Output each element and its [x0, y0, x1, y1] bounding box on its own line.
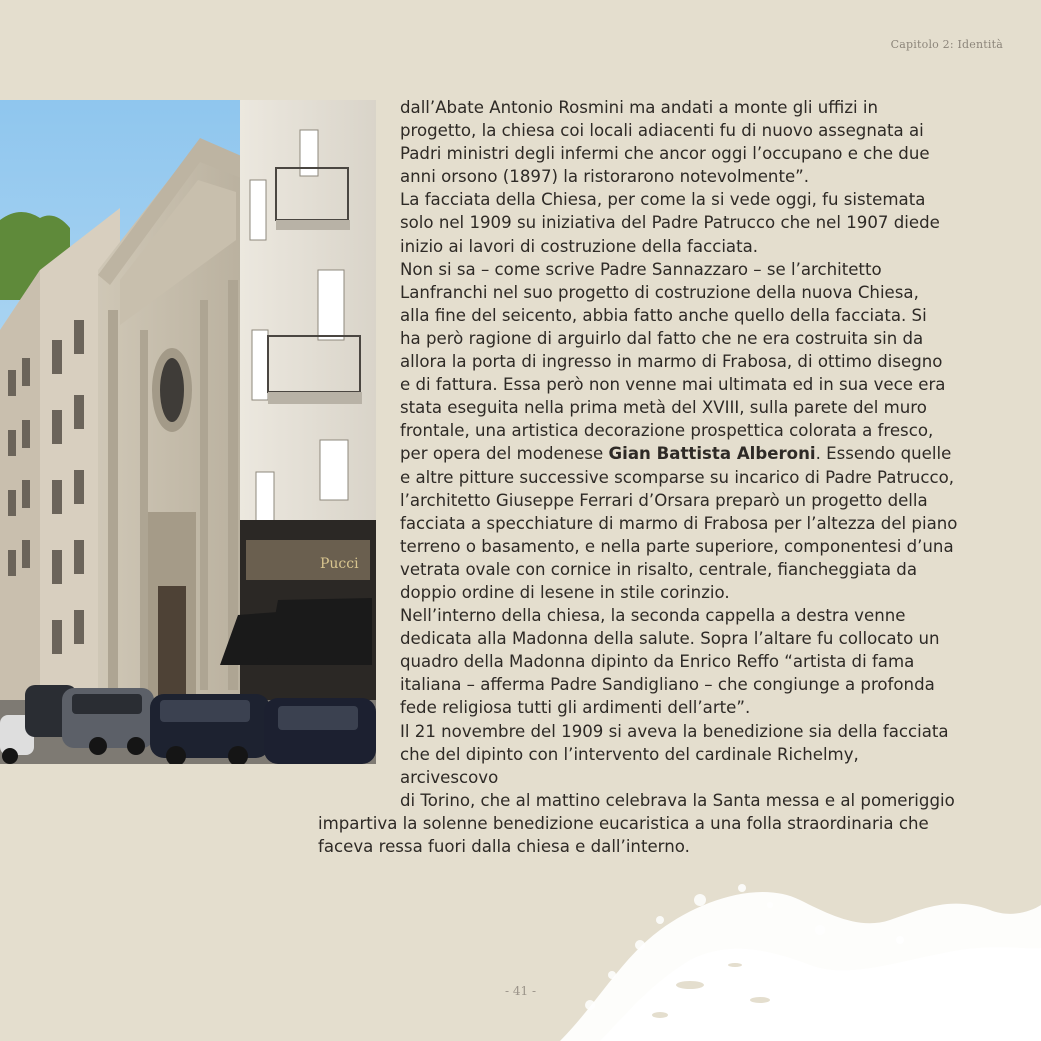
bold-name: Gian Battista Alberoni — [608, 444, 816, 464]
paragraph-line: Nell’interno della chiesa, la seconda cappella a destra venne — [400, 606, 906, 626]
paragraph-line: di Torino, che al mattino celebrava la Santa messa e al pomeriggio — [400, 790, 955, 810]
paragraph-line: allora la porta di ingresso in marmo di Frabosa, di ottimo disegno — [400, 352, 943, 372]
shop-sign: Pucci — [320, 556, 359, 572]
paragraph-line: fede religiosa tutti gli ardimenti dell’arte”. — [400, 698, 751, 718]
paragraph-line: faceva ressa fuori dalla chiesa e dall’interno. — [318, 837, 690, 856]
paragraph-line: doppio ordine di lesene in stile corinzio. — [400, 582, 730, 602]
paragraph-line: progetto, la chiesa coi locali adiacenti fu di nuovo assegnata ai — [400, 121, 924, 141]
paragraph-line: Non si sa – come scrive Padre Sannazzaro – se l’architetto — [400, 259, 882, 279]
paragraph-line: impartiva la solenne benedizione eucaristica a una folla straordinaria che — [318, 813, 929, 833]
paragraph-line: vetrata ovale con cornice in risalto, centrale, fiancheggiata da — [400, 559, 917, 579]
paragraph-line: e di fattura. Essa però non venne mai ultimata ed in sua vece era — [400, 375, 946, 395]
text-span: . Essendo quelle — [815, 444, 952, 464]
paragraph-line: l’architetto Giuseppe Ferrari d’Orsara preparò un progetto della — [400, 490, 928, 510]
page-number: - 41 - — [504, 984, 536, 998]
paragraph-line: Il 21 novembre del 1909 si aveva la benedizione sia della facciata — [400, 721, 949, 741]
paragraph-line: e altre pitture successive scomparse su incarico di Padre Patrucco, — [400, 467, 954, 487]
paragraph-line: alla fine del seicento, abbia fatto anche quello della facciata. Si — [400, 305, 927, 325]
paragraph-line: ha però ragione di arguirlo dal fatto che ne era costruita sin da — [400, 328, 924, 348]
paragraph-line: facciata a specchiature di marmo di Frabosa per l’altezza del piano — [400, 513, 958, 533]
paragraph-line: dedicata alla Madonna della salute. Sopra l’altare fu collocato un — [400, 629, 940, 649]
paragraph-line: italiana – afferma Padre Sandigliano – che congiunge a profonda — [400, 675, 935, 695]
paragraph-line: dall’Abate Antonio Rosmini ma andati a monte gli uffizi in — [400, 98, 879, 117]
paragraph-line: terreno o basamento, e nella parte superiore, componentesi d’una — [400, 536, 954, 556]
paragraph-line: frontale, una artistica decorazione prospettica colorata a fresco, — [400, 421, 934, 441]
paragraph-line: Padri ministri degli infermi che ancor oggi l’occupano e che due — [400, 144, 930, 164]
paragraph-line: stata eseguita nella prima metà del XVIII, sulla parete del muro — [400, 398, 927, 418]
paragraph-line-alberoni — [318, 442, 958, 465]
paragraph-line: inizio ai lavori di costruzione della facciata. — [400, 236, 759, 256]
paragraph-line: solo nel 1909 su iniziativa del Padre Patrucco che nel 1907 diede — [400, 213, 940, 233]
text-span: per opera del modenese — [400, 444, 609, 464]
chapter-header: Capitolo 2: Identità — [890, 38, 1003, 51]
paragraph-line: anni orsono (1897) la ristorarono notevolmente”. — [400, 167, 810, 187]
paragraph-line: Lanfranchi nel suo progetto di costruzione della nuova Chiesa, — [400, 282, 919, 302]
paragraph-line: La facciata della Chiesa, per come la si vede oggi, fu sistemata — [400, 190, 926, 210]
body-text — [318, 96, 958, 858]
paragraph-line: quadro della Madonna dipinto da Enrico Reffo “artista di fama — [400, 652, 915, 672]
paragraph-line: che del dipinto con l’intervento del cardinale Richelmy, arcivescovo — [400, 744, 859, 787]
